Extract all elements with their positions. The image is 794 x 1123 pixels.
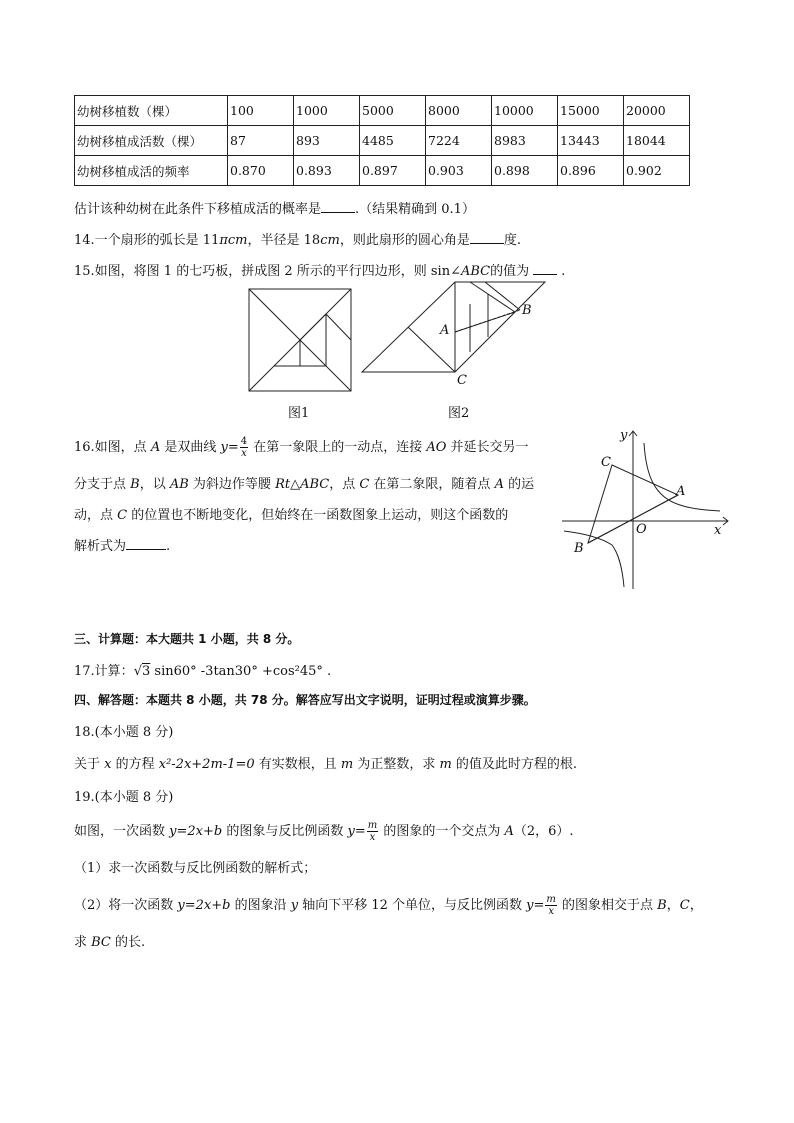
graph-label-b: B xyxy=(574,541,584,556)
row-header: 幼树移植数（棵） xyxy=(75,96,228,126)
tangram-figure-1 xyxy=(248,288,352,392)
table-cell: 0.897 xyxy=(360,156,426,186)
table-cell: 18044 xyxy=(624,126,690,156)
table-cell: 0.898 xyxy=(492,156,558,186)
table-row xyxy=(75,156,690,186)
question-16-line-2: 分支于点 B，以 AB 为斜边作等腰 Rt△ABC，点 C 在第二象限，随着点 A 的运 xyxy=(74,477,535,492)
question-14: 14.一个扇形的弧长是 11πcm，半径是 18cm，则此扇形的圆心角是 度. xyxy=(74,233,521,248)
question-16-line-1: 16.如图，点 A 是双曲线 y= $\frac{4}{x}$ 在第一象限上的一动点，连接 AO 并延长交另一 xyxy=(74,436,529,459)
graph-label-x: x xyxy=(714,523,722,538)
table-cell: 0.902 xyxy=(624,156,690,186)
table-cell: 0.896 xyxy=(558,156,624,186)
section-4-heading: 四、解答题：本题共 8 小题，共 78 分。解答应写出文字说明，证明过程或演算步骤。 xyxy=(74,693,536,707)
tangram-figure-2 xyxy=(360,280,550,390)
question-18-heading: 18.(本小题 8 分) xyxy=(74,725,174,740)
table-cell: 0.870 xyxy=(228,156,294,186)
figure-1-caption: 图1 xyxy=(288,406,310,421)
point-label-a: A xyxy=(440,323,450,338)
data-table xyxy=(74,95,690,186)
table-cell: 8983 xyxy=(492,126,558,156)
table-cell: 5000 xyxy=(360,96,426,126)
table-cell: 7224 xyxy=(426,126,492,156)
table-cell: 893 xyxy=(294,126,360,156)
fraction: $\frac{m}{x}$ xyxy=(367,820,378,843)
table-cell: 8000 xyxy=(426,96,492,126)
question-19-part-2: （2）将一次函数 y=2x+b 的图象沿 y 轴向下平移 12 个单位，与反比例函数 y= $\frac{m}{x}$ 的图象相交于点 B，C， xyxy=(74,894,703,917)
hyperbola-graph xyxy=(560,425,735,590)
figure-2-caption: 图2 xyxy=(448,406,470,421)
answer-blank xyxy=(321,200,355,213)
question-19-text: 如图，一次函数 y=2x+b 的图象与反比例函数 y= $\frac{m}{x}$ 的图象的一个交点为 A（2，6）. xyxy=(74,820,574,843)
question-19-heading: 19.(本小题 8 分) xyxy=(74,790,174,805)
fraction: $\frac{m}{x}$ xyxy=(546,894,556,917)
point-label-c: C xyxy=(457,373,467,388)
table-cell: 0.903 xyxy=(426,156,492,186)
graph-label-a: A xyxy=(676,484,686,499)
question-17: 17.计算：√3 sin60° -3tan30° +cos²45° . xyxy=(74,664,332,679)
table-cell: 13443 xyxy=(558,126,624,156)
table-cell: 20000 xyxy=(624,96,690,126)
table-cell: 15000 xyxy=(558,96,624,126)
question-19-part-1: （1）求一次函数与反比例函数的解析式； xyxy=(74,861,317,876)
table-cell: 0.893 xyxy=(294,156,360,186)
table-cell: 87 xyxy=(228,126,294,156)
table-cell: 1000 xyxy=(294,96,360,126)
answer-blank xyxy=(470,231,504,244)
question-16-line-4: 解析式为 . xyxy=(74,539,171,554)
row-header: 幼树移植成活数（棵） xyxy=(75,126,228,156)
answer-blank xyxy=(126,537,166,550)
sqrt-symbol: √3 xyxy=(133,664,151,679)
graph-label-c: C xyxy=(601,455,611,470)
table-cell: 4485 xyxy=(360,126,426,156)
question-16-line-3: 动，点 C 的位置也不断地变化，但始终在一函数图象上运动，则这个函数的 xyxy=(74,508,509,523)
question-18-text: 关于 x 的方程 x²-2x+2m-1=0 有实数根，且 m 为正整数，求 m 的值及此时方程的根. xyxy=(74,757,578,772)
graph-label-origin: O xyxy=(636,522,647,537)
table-cell: 100 xyxy=(228,96,294,126)
table-cell: 10000 xyxy=(492,96,558,126)
section-3-heading: 三、计算题：本大题共 1 小题，共 8 分。 xyxy=(74,632,300,646)
table-row xyxy=(75,126,690,156)
table-row xyxy=(75,96,690,126)
point-label-b: B xyxy=(522,303,532,318)
q13-conclusion: 估计该种幼树在此条件下移植成活的概率是 .（结果精确到 0.1） xyxy=(74,202,475,217)
fraction: $\frac{4}{x}$ xyxy=(240,436,248,459)
question-15: 15.如图，将图 1 的七巧板，拼成图 2 所示的平行四边形，则 sin∠ABC的值为 . xyxy=(74,264,566,279)
row-header: 幼树移植成活的频率 xyxy=(75,156,228,186)
graph-label-y: y xyxy=(620,428,628,443)
answer-blank xyxy=(533,262,557,275)
question-19-part-2-continued: 求 BC 的长. xyxy=(74,935,146,950)
